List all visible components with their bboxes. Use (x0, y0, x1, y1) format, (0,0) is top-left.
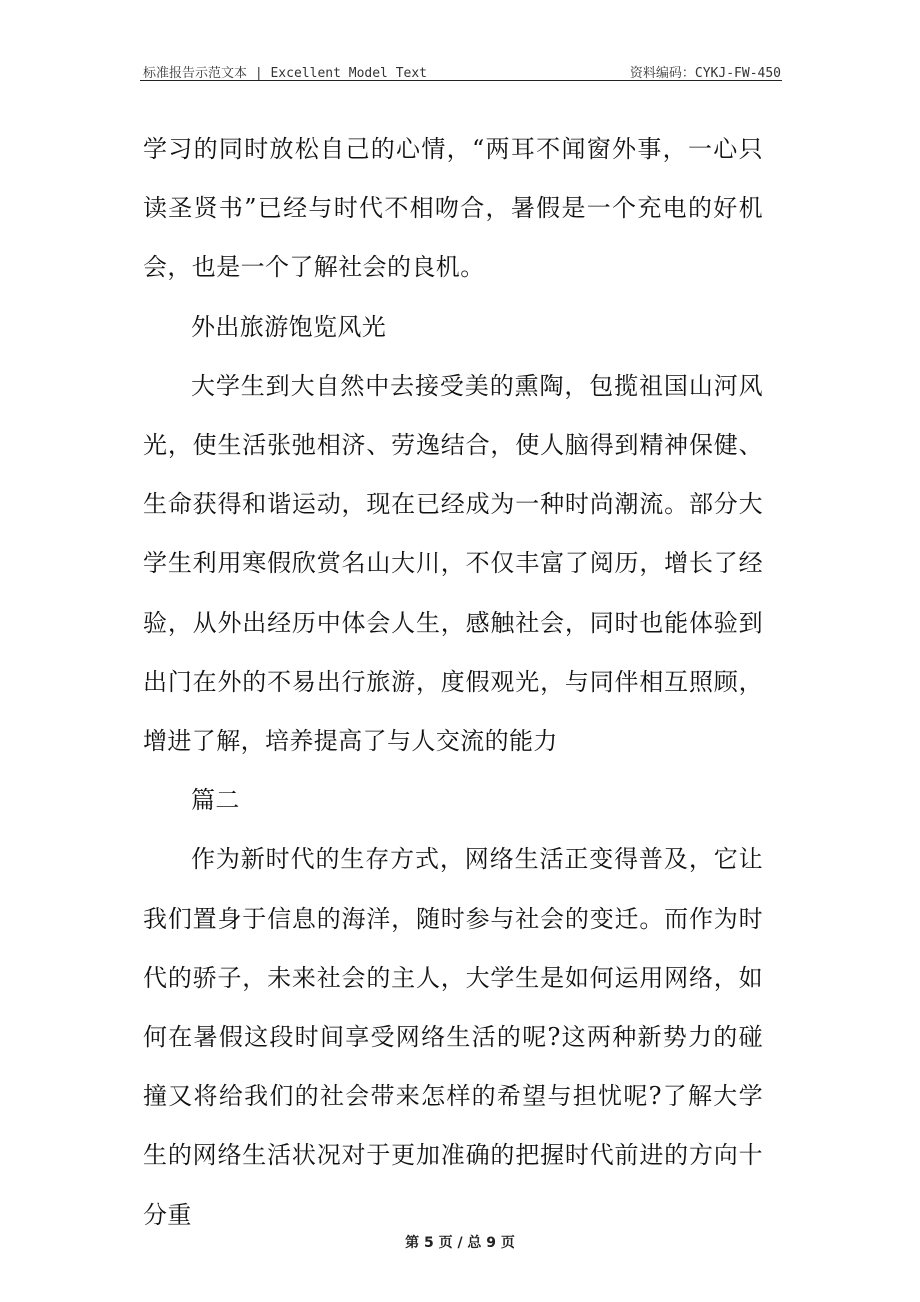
section-heading: 外出旅游饱览风光 (191, 312, 387, 341)
header-title: 标准报告示范文本 | Excellent Model Text (143, 66, 428, 81)
header-divider (140, 80, 782, 81)
paragraph: 学习的同时放松自己的心情，“两耳不闻窗外事，一心只读圣贤书”已经与时代不相吻合，暑假是一个充电的好机会，也是一个了解社会的良机。 (143, 135, 763, 282)
document-code: 资料编码：CYKJ-FW-450 (629, 66, 781, 81)
paragraph: 大学生到大自然中去接受美的熏陶，包揽祖国山河风光，使生活张弛相济、劳逸结合，使人脑得到精神保健、生命获得和谐运动，现在已经成为一种时尚潮流。部分大学生利用寒假欣赏名山大川，不仅丰富了阅历，增长了经验，从外出经历中体会人生，感触社会，同时也能体验到出门在外的不易出行旅游，度假观光，与同伴相互照顾，增进了解，培养提高了与人交流的能力 (143, 371, 763, 756)
paragraph: 作为新时代的生存方式，网络生活正变得普及，它让我们置身于信息的海洋，随时参与社会的变迁。而作为时代的骄子，未来社会的主人，大学生是如何运用网络，如何在暑假这段时间享受网络生活的呢?这两种新势力的碰撞又将给我们的社会带来怎样的希望与担忧呢?了解大学生的网络生活状况对于更加准确的把握时代前进的方向十分重 (143, 845, 763, 1229)
page-number: 第 5 页 / 总 9 页 (405, 1235, 515, 1251)
document-body (143, 120, 763, 1245)
section-heading: 篇二 (191, 786, 240, 815)
